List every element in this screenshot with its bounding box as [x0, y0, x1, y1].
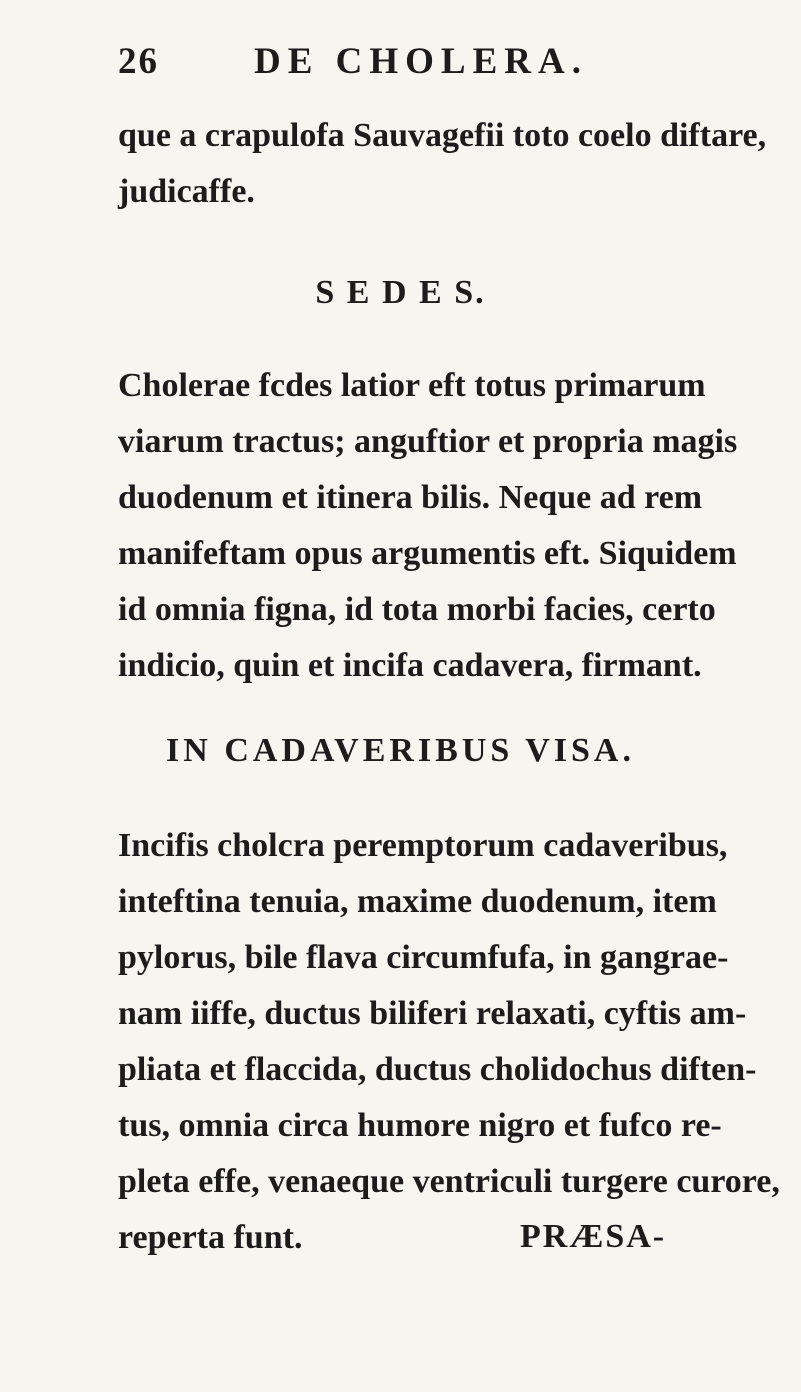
text-line: duodenum et itinera bilis. Neque ad rem — [118, 479, 703, 516]
text-line: viarum tractus; anguftior et propria magis — [118, 423, 738, 460]
text-line: manifeftam opus argumentis eft. Siquidem — [118, 535, 737, 572]
text-line: Cholerae fcdes latior eft totus primarum — [118, 367, 706, 404]
text-line: pliata et flaccida, ductus cholidochus diften- — [118, 1051, 757, 1088]
text-line: tus, omnia circa humore nigro et fufco re- — [118, 1107, 722, 1144]
text-line: reperta funt. — [118, 1219, 303, 1256]
continuation-paragraph — [118, 108, 767, 220]
text-line: Incifis cholcra peremptorum cadaveribus, — [118, 827, 728, 864]
text-line: indicio, quin et incifa cadavera, firmant. — [118, 647, 702, 684]
text-line: inteftina tenuia, maxime duodenum, item — [118, 883, 717, 920]
text-line: nam iiffe, ductus biliferi relaxati, cyftis am- — [118, 995, 747, 1032]
text-line: pylorus, bile flava circumfufa, in gangrae- — [118, 939, 729, 976]
running-title: DE CHOLERA. — [254, 41, 588, 82]
page-number: 26 — [118, 41, 159, 82]
text-line: que a crapulofa Sauvagefii toto coelo diftare, — [118, 117, 767, 154]
running-head — [118, 40, 658, 96]
text-line: id omnia figna, id tota morbi facies, certo — [118, 591, 716, 628]
text-line: judicaffe. — [118, 173, 255, 210]
paragraph-cadaveribus — [118, 818, 780, 1266]
paragraph-sedes — [118, 358, 738, 694]
section-heading-cadaveribus: IN CADAVERIBUS VISA. — [166, 732, 635, 769]
text-line: pleta effe, venaeque ventriculi turgere curore, — [118, 1163, 780, 1200]
section-heading-sedes: S E D E S. — [315, 274, 486, 311]
catchword: PRÆSA- — [520, 1218, 667, 1255]
